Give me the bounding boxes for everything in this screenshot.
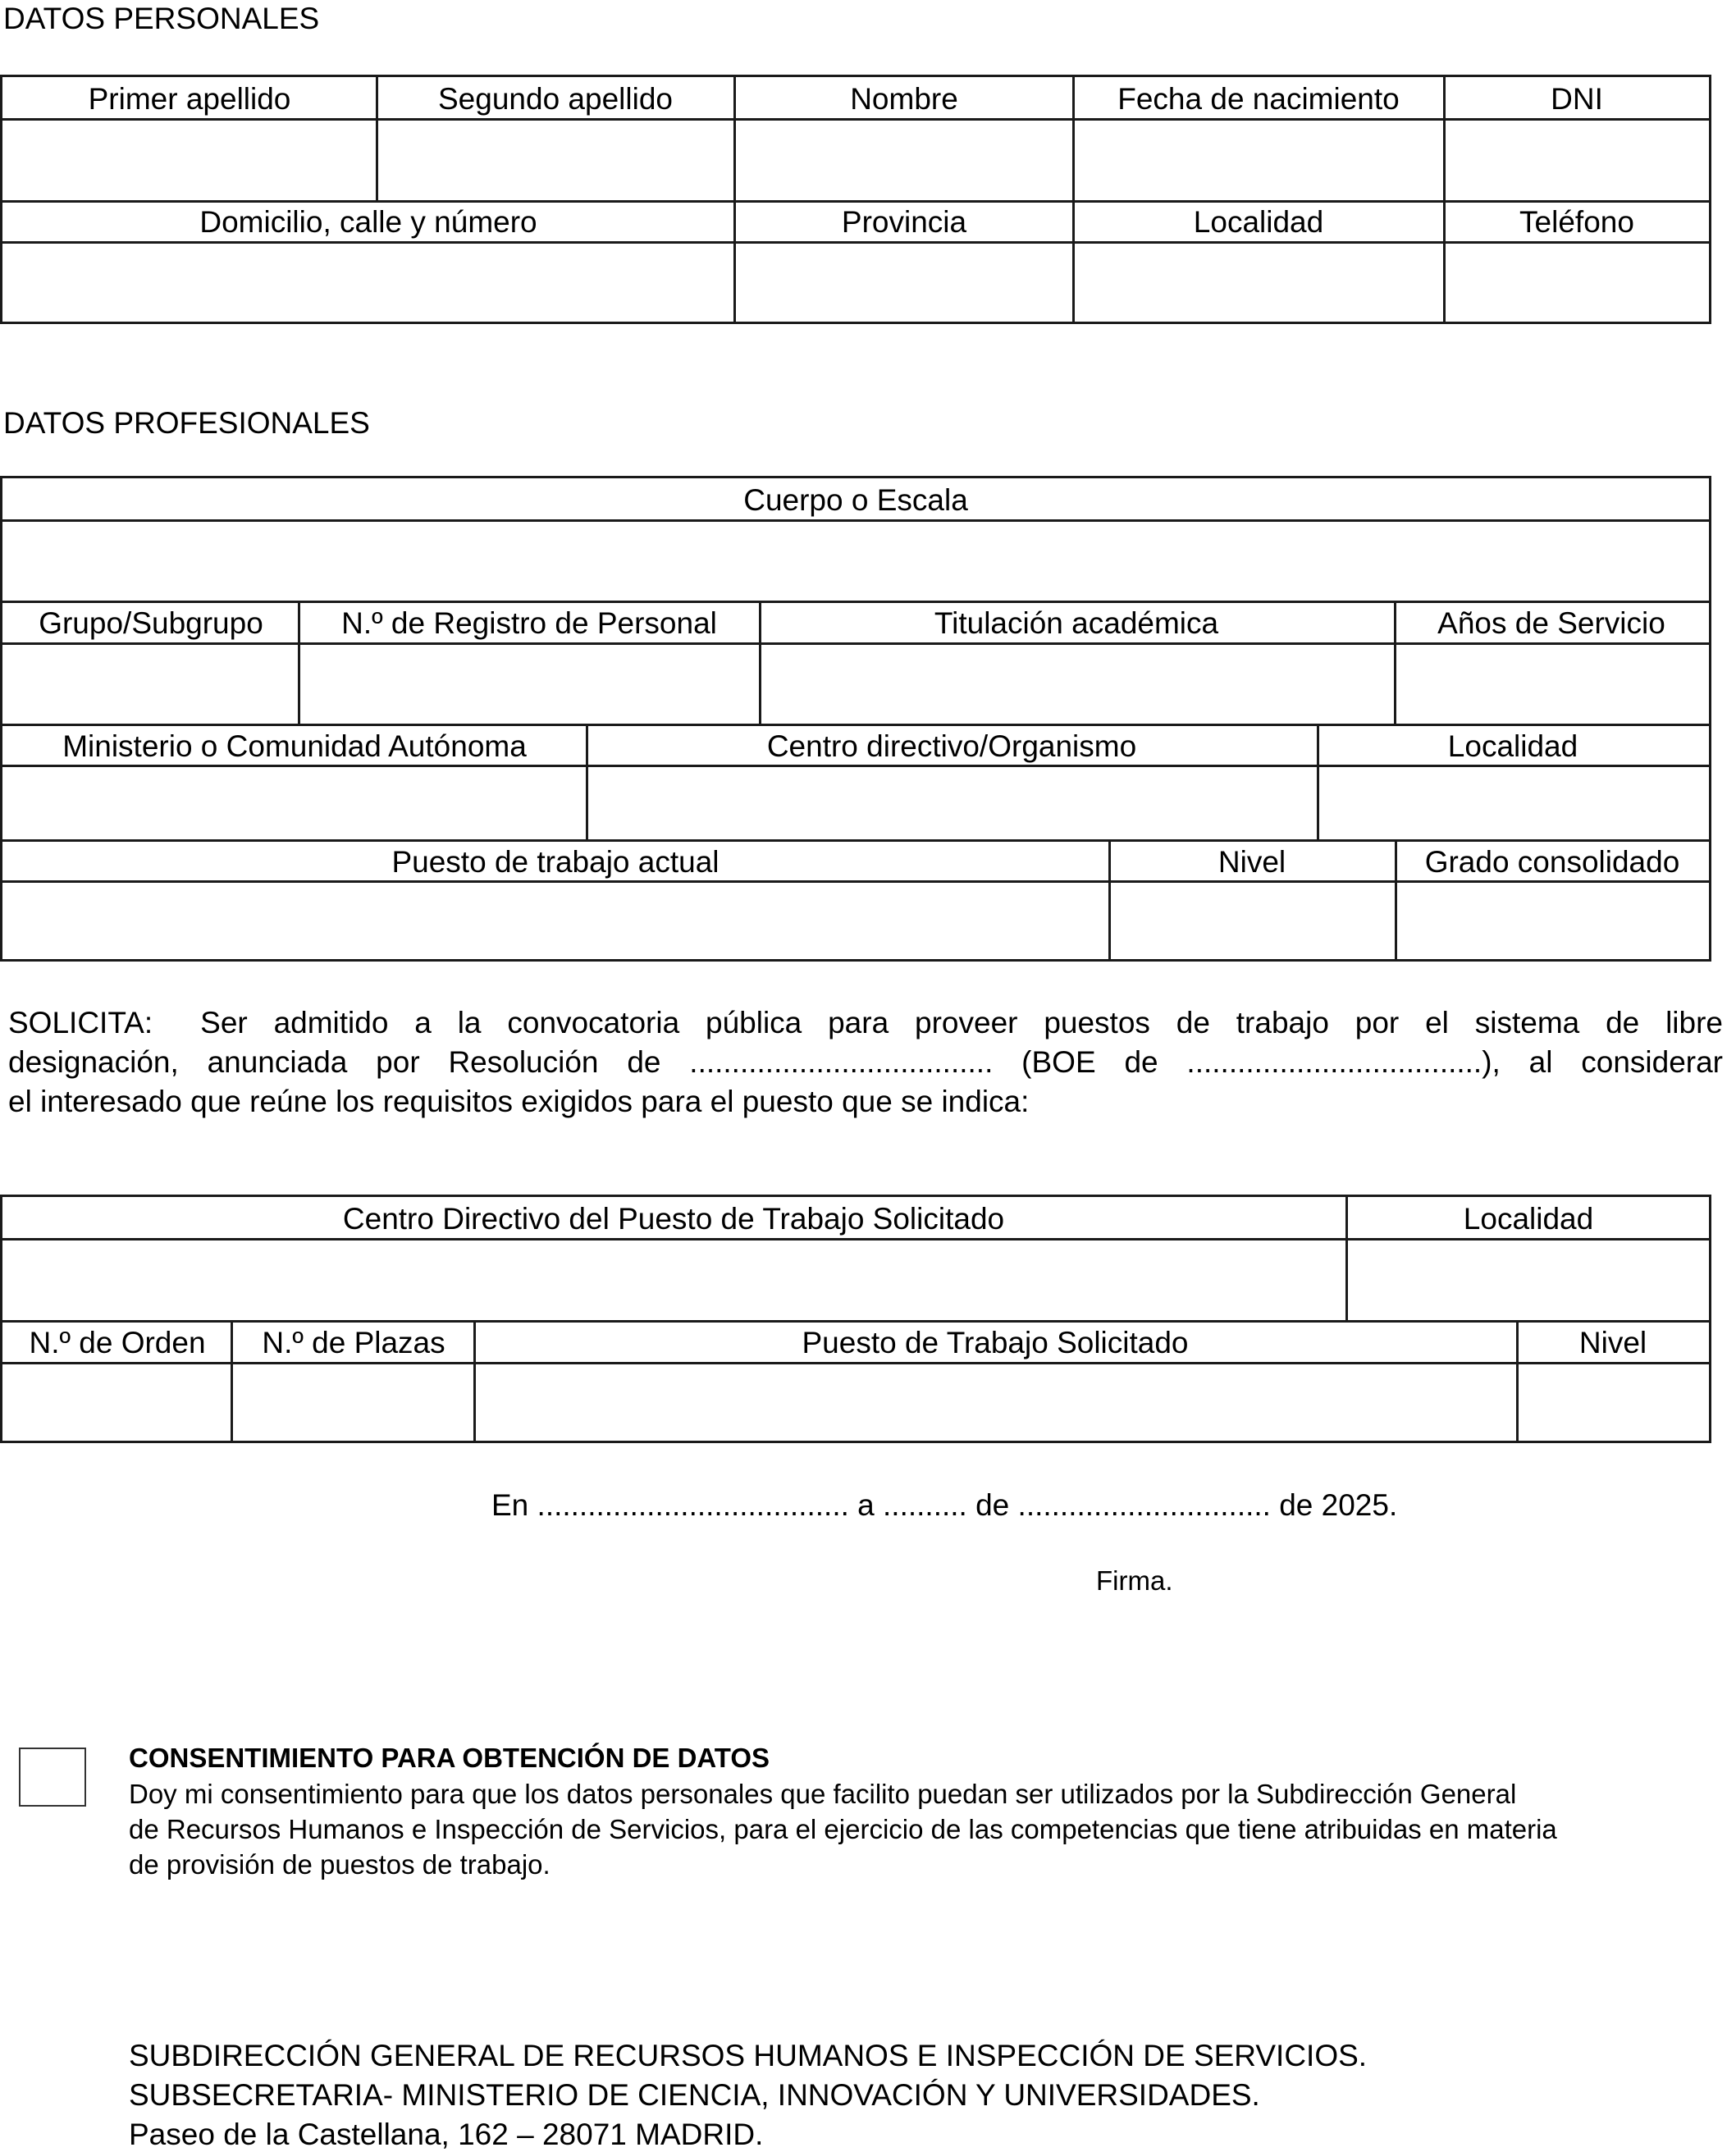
localidad-solicitado-field[interactable] <box>1348 1240 1709 1320</box>
fecha-nacimiento-field[interactable] <box>1075 121 1443 200</box>
consent-text-line-1: Doy mi consentimiento para que los datos personales que facilito puedan ser utilizados por la Subdirección General <box>129 1779 1517 1809</box>
provincia-field[interactable] <box>736 244 1072 324</box>
centro-directivo-solicitado-field[interactable] <box>2 1240 1345 1320</box>
consent-text-line-3: de provisión de puestos de trabajo. <box>129 1849 550 1880</box>
label-telefono: Teléfono <box>1519 205 1634 239</box>
domicilio-field[interactable] <box>2 244 733 324</box>
date-place-line[interactable]: En ..................................... a .......... de .............................. de 2025. <box>491 1488 1398 1522</box>
label-domicilio: Domicilio, calle y número <box>199 205 537 239</box>
footer-line-3: Paseo de la Castellana, 162 – 28071 MADRID. <box>129 2118 764 2151</box>
label-grupo-subgrupo: Grupo/Subgrupo <box>39 606 263 640</box>
dni-field[interactable] <box>1446 121 1709 200</box>
label-puesto-solicitado: Puesto de Trabajo Solicitado <box>802 1326 1189 1359</box>
divider <box>2 200 1709 203</box>
divider <box>2 724 1709 726</box>
numero-orden-field[interactable] <box>2 1364 231 1441</box>
professional-data-heading: DATOS PROFESIONALES <box>3 406 370 440</box>
request-line-1: Ser admitido a la convocatoria pública para proveer puestos de trabajo por el sistema de libre <box>200 1006 1723 1039</box>
request-paragraph <box>8 1003 1723 1122</box>
label-nivel-solicitado: Nivel <box>1578 1326 1647 1359</box>
consent-checkbox[interactable] <box>19 1748 86 1807</box>
label-segundo-apellido: Segundo apellido <box>438 82 673 116</box>
request-line-2: designación, anunciada por Resolución de .................................... (BOE de ...................................), al considerar <box>8 1045 1723 1079</box>
label-registro-personal: N.º de Registro de Personal <box>341 606 717 640</box>
label-fecha-nacimiento: Fecha de nacimiento <box>1117 82 1400 116</box>
requested-position-table <box>0 1195 1711 1443</box>
anos-servicio-field[interactable] <box>1396 645 1709 724</box>
request-label: SOLICITA: <box>8 1006 153 1039</box>
label-cuerpo-escala: Cuerpo o Escala <box>743 483 968 517</box>
nivel-field[interactable] <box>1111 883 1395 959</box>
label-nombre: Nombre <box>850 82 958 116</box>
label-provincia: Provincia <box>841 205 967 239</box>
label-localidad-prof: Localidad <box>1447 729 1578 763</box>
label-localidad-solicitado: Localidad <box>1463 1202 1594 1236</box>
cuerpo-escala-field[interactable] <box>2 522 1709 601</box>
personal-data-table <box>0 75 1711 324</box>
personal-data-heading: DATOS PERSONALES <box>3 2 320 35</box>
request-line-3: el interesado que reúne los requisitos exigidos para el puesto que se indica: <box>8 1085 1030 1118</box>
label-centro-directivo-solicitado: Centro Directivo del Puesto de Trabajo Solicitado <box>342 1202 1005 1236</box>
titulacion-field[interactable] <box>761 645 1394 724</box>
grado-consolidado-field[interactable] <box>1397 883 1709 959</box>
divider <box>2 1320 1709 1323</box>
label-grado-consolidado: Grado consolidado <box>1424 845 1680 879</box>
localidad-prof-field[interactable] <box>1319 767 1709 839</box>
signature-label: Firma. <box>1096 1565 1173 1596</box>
label-puesto-actual: Puesto de trabajo actual <box>391 845 720 879</box>
footer-line-2: SUBSECRETARIA- MINISTERIO DE CIENCIA, INNOVACIÓN Y UNIVERSIDADES. <box>129 2078 1260 2112</box>
label-localidad: Localidad <box>1193 205 1324 239</box>
segundo-apellido-field[interactable] <box>378 121 733 200</box>
label-primer-apellido: Primer apellido <box>88 82 291 116</box>
telefono-field[interactable] <box>1446 244 1709 324</box>
label-numero-orden: N.º de Orden <box>29 1326 206 1359</box>
localidad-field[interactable] <box>1075 244 1443 324</box>
label-nivel: Nivel <box>1217 845 1286 879</box>
footer-line-1: SUBDIRECCIÓN GENERAL DE RECURSOS HUMANOS E INSPECCIÓN DE SERVICIOS. <box>129 2039 1368 2072</box>
label-anos-servicio: Años de Servicio <box>1437 606 1665 640</box>
divider <box>2 839 1709 842</box>
nombre-field[interactable] <box>736 121 1072 200</box>
puesto-actual-field[interactable] <box>2 883 1108 959</box>
label-numero-plazas: N.º de Plazas <box>262 1326 445 1359</box>
registro-personal-field[interactable] <box>300 645 759 724</box>
nivel-solicitado-field[interactable] <box>1519 1364 1709 1441</box>
label-ministerio: Ministerio o Comunidad Autónoma <box>62 729 527 763</box>
grupo-subgrupo-field[interactable] <box>2 645 298 724</box>
divider <box>2 601 1709 603</box>
label-dni: DNI <box>1551 82 1603 116</box>
professional-data-table <box>0 476 1711 962</box>
consent-title: CONSENTIMIENTO PARA OBTENCIÓN DE DATOS <box>129 1743 770 1773</box>
numero-plazas-field[interactable] <box>233 1364 473 1441</box>
puesto-solicitado-field[interactable] <box>476 1364 1516 1441</box>
label-titulacion: Titulación académica <box>934 606 1219 640</box>
centro-directivo-field[interactable] <box>588 767 1317 839</box>
primer-apellido-field[interactable] <box>2 121 376 200</box>
ministerio-field[interactable] <box>2 767 586 839</box>
label-centro-directivo: Centro directivo/Organismo <box>766 729 1137 763</box>
consent-text-line-2: de Recursos Humanos e Inspección de Servicios, para el ejercicio de las competencias que tiene atribuidas en materia <box>129 1814 1557 1844</box>
